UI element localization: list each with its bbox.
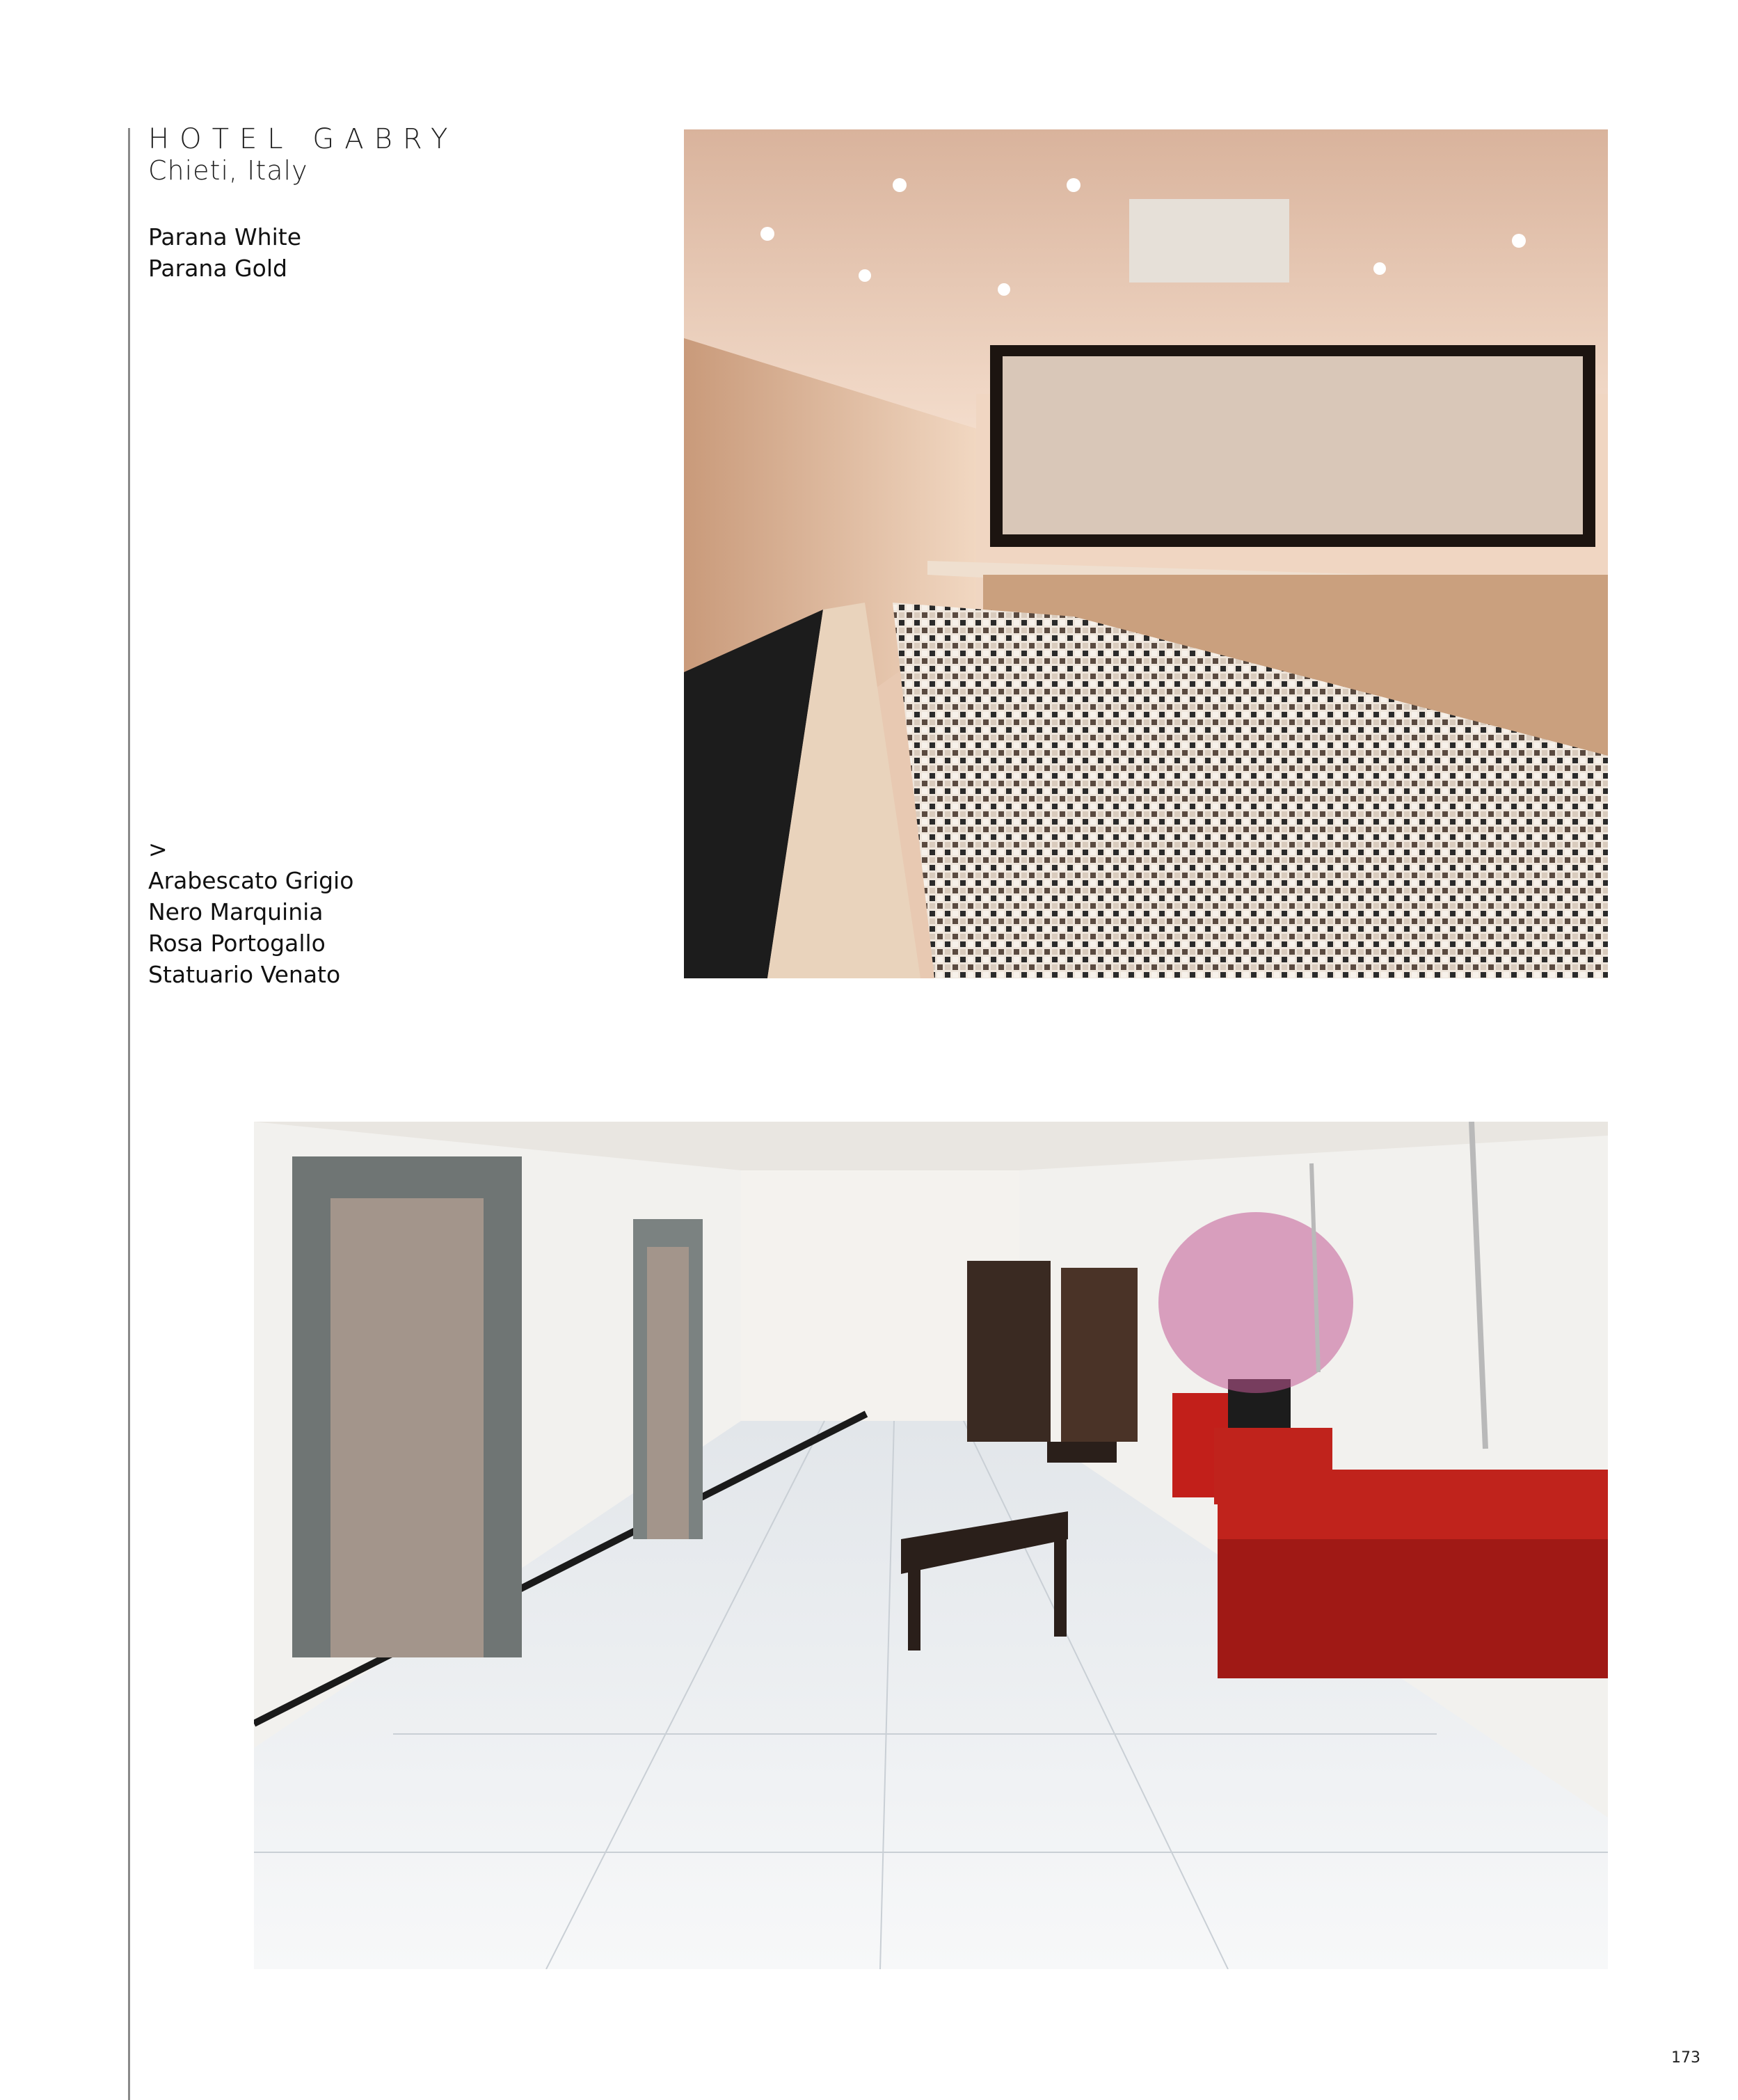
location-subtitle: Chieti, Italy (148, 155, 308, 186)
material-item: Nero Marquinia (148, 898, 324, 925)
material-item: Parana White (148, 223, 302, 250)
material-item: Arabescato Grigio (148, 867, 354, 894)
material-item: Statuario Venato (148, 961, 341, 988)
materials-list-secondary (148, 834, 353, 990)
material-item: Parana Gold (148, 255, 287, 282)
material-item: Rosa Portogallo (148, 930, 326, 957)
photo-lobby (254, 1122, 1608, 1969)
margin-rule (128, 128, 130, 2100)
photo-washroom (684, 129, 1608, 978)
materials-list-primary (148, 221, 301, 284)
page-title: HOTEL GABRY (148, 123, 459, 155)
page-number: 173 (1671, 2049, 1700, 2067)
list-marker: > (148, 836, 168, 863)
